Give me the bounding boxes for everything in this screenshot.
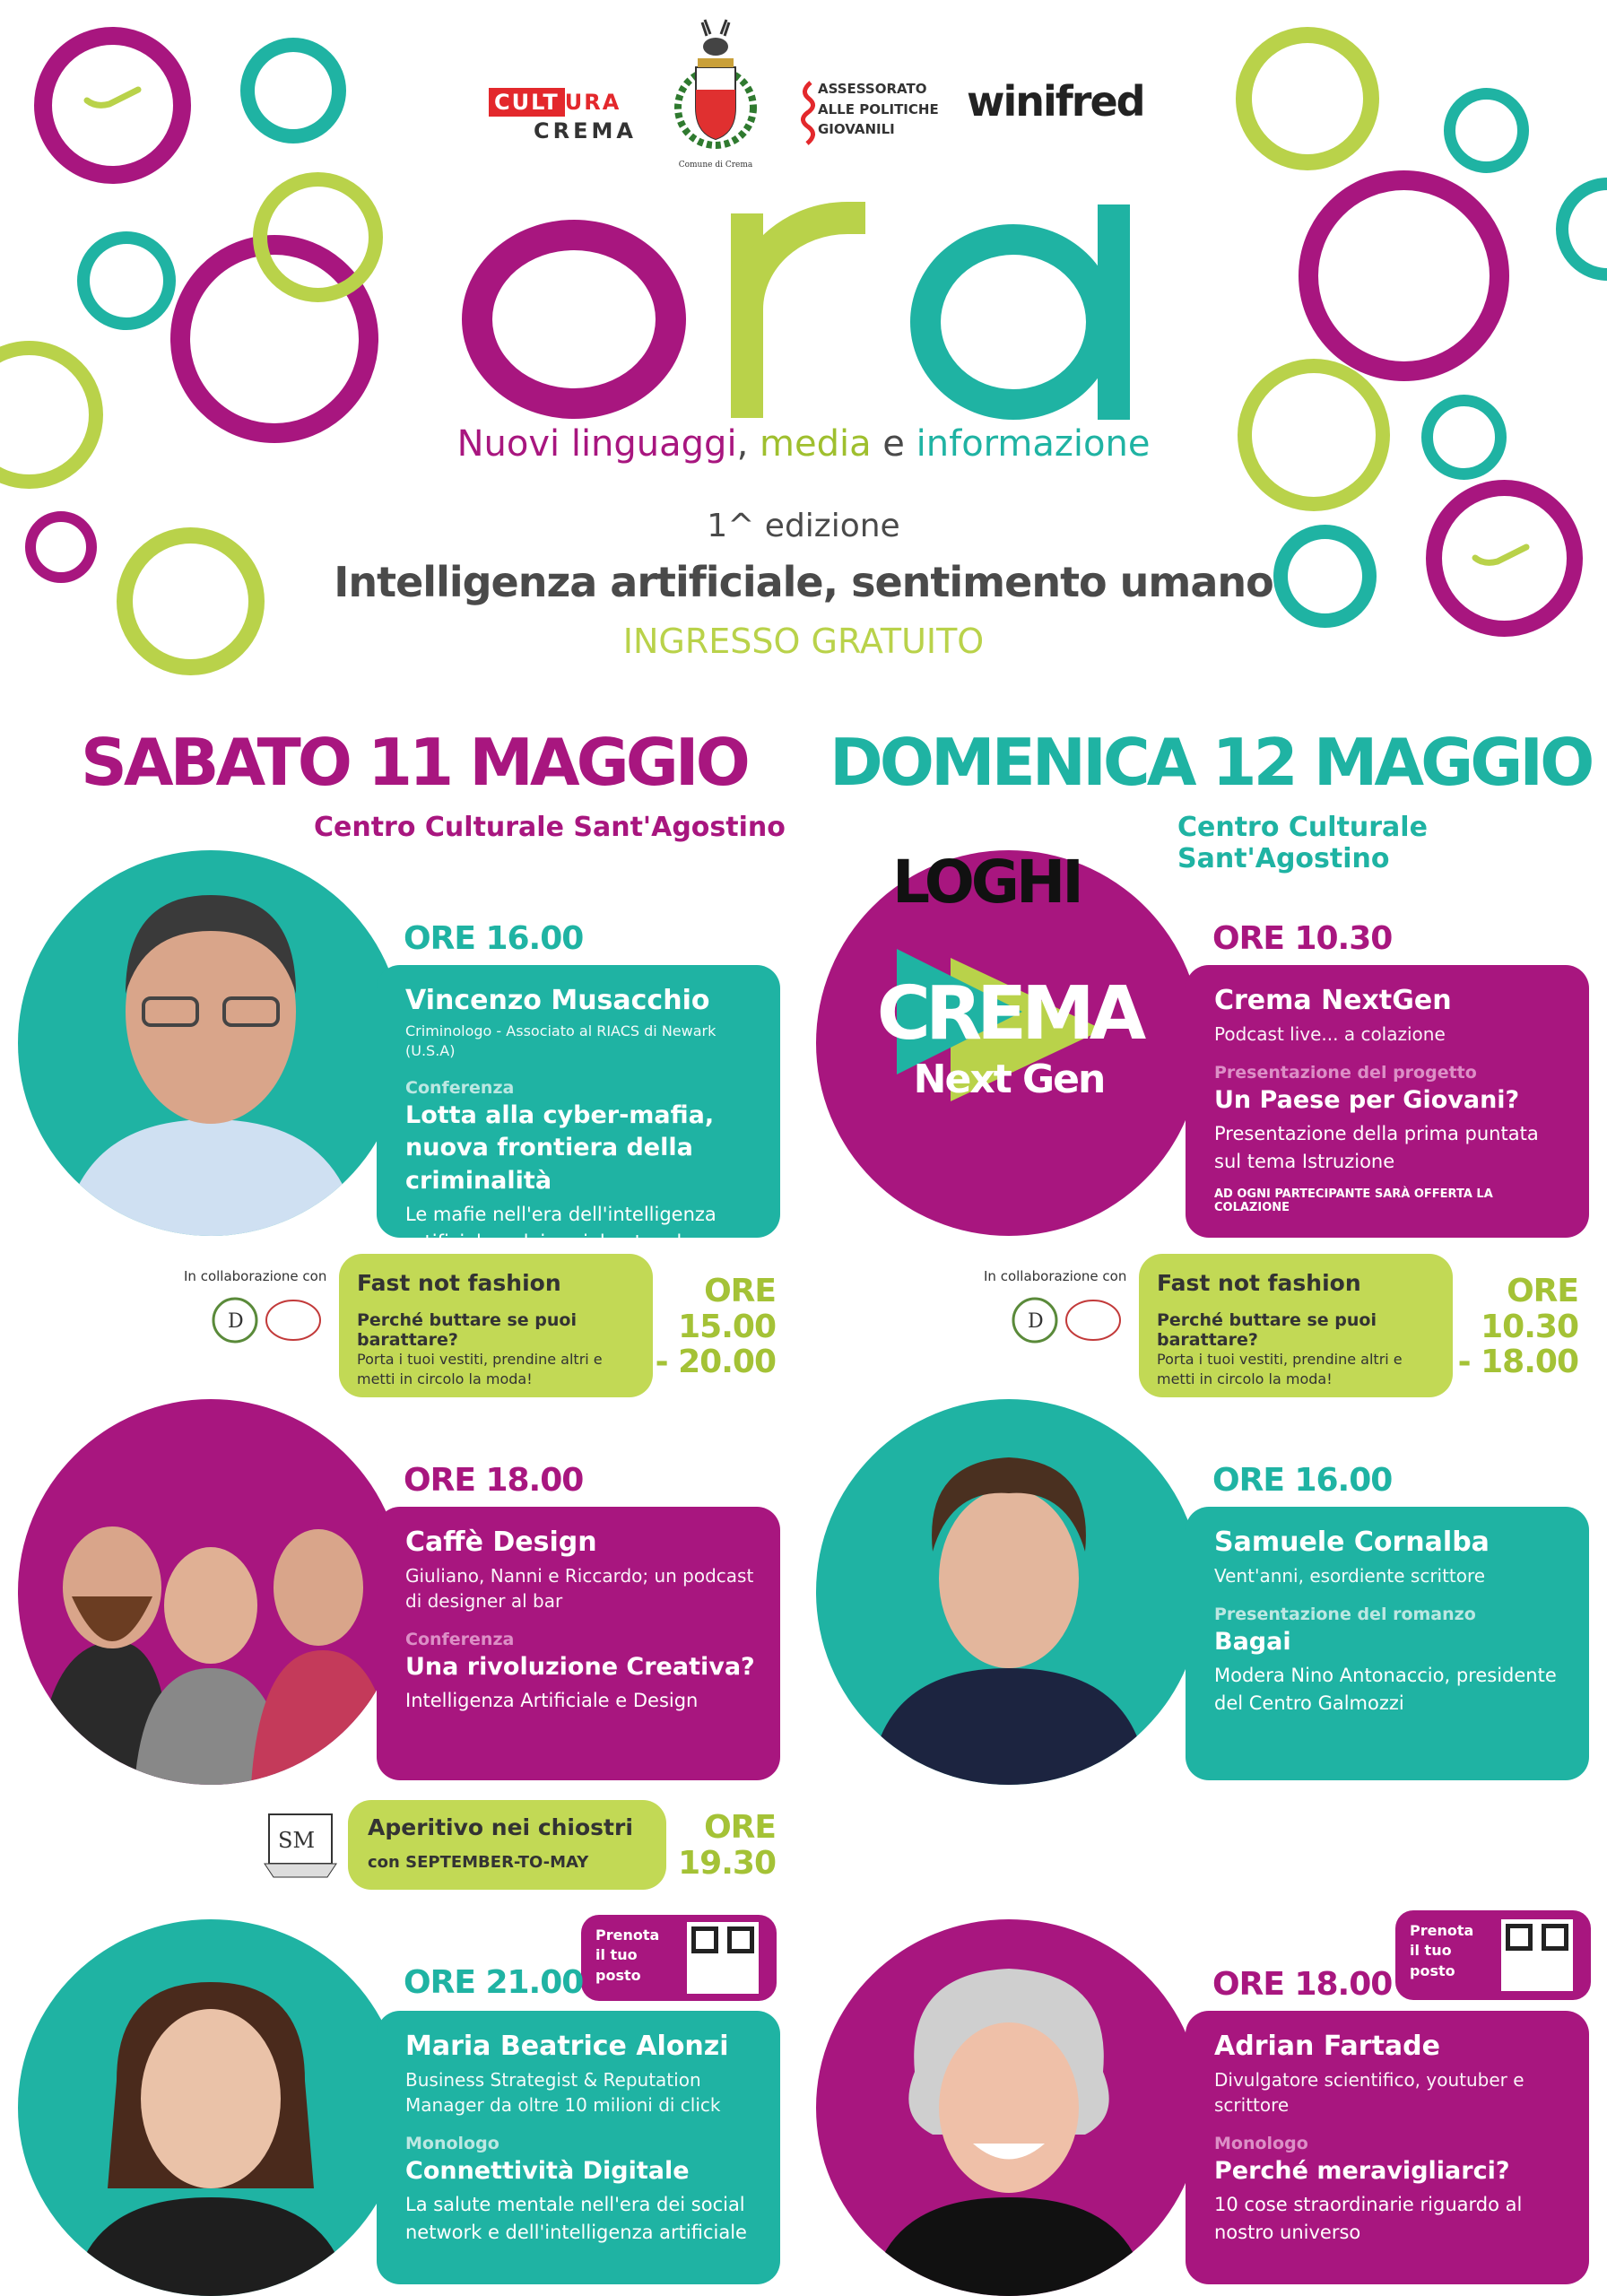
svg-text:D: D [1028,1310,1044,1333]
time-label: ORE 18.00 [1212,1966,1393,2003]
aperitivo-box: Aperitivo nei chiostri con SEPTEMBER-TO-MAY [348,1800,666,1890]
portrait-man-glasses-icon [18,850,404,1236]
booking-box[interactable]: Prenota il tuo posto [581,1915,777,2001]
photo-vincenzo-musacchio [18,850,404,1236]
event-card-alonzi: Maria Beatrice Alonzi Business Strategist & Reputation Manager da oltre 10 milioni di click Monologo Connettività Digitale La salute mentale nell'era dei social network e dell'intelligenza artificiale [377,2011,780,2284]
sunday-heading: DOMENICA 12 MAGGIO [830,725,1592,800]
partner-logos-icon [1008,1288,1125,1352]
winifred-logo: winifred [967,77,1144,126]
portrait-woman-icon [18,1919,404,2296]
comune-di-crema-logo: Comune di Crema [671,18,760,170]
portrait-young-man-icon [816,1399,1202,1785]
photo-maria-beatrice-alonzi [18,1919,404,2296]
letter-a-stem [1098,204,1130,420]
assessorato-logo: ASSESSORATO ALLE POLITICHE GIOVANILI [798,79,939,140]
aperitivo-time: ORE 19.30 [678,1809,776,1882]
collab-label: In collaborazione con [184,1268,327,1284]
time-label: ORE 10.30 [1212,920,1393,957]
qr-code-icon[interactable] [1501,1919,1573,1991]
time-label: ORE 16.00 [1212,1462,1393,1499]
event-card-caffe-design: Caffè Design Giuliano, Nanni e Riccardo; un podcast di designer al bar Conferenza Una rivoluzione Creativa? Intelligenza Artificiale e Design [377,1507,780,1780]
loghi-label: LOGHI [892,848,1081,917]
free-entry: INGRESSO GRATUITO [622,622,985,661]
coat-of-arms-icon [671,18,760,157]
september-to-may-logo-icon [260,1801,341,1882]
portrait-man-smiling-icon [816,1919,1202,2296]
saturday-heading: SABATO 11 MAGGIO [81,725,747,800]
fast-not-fashion-box: Fast not fashion Perché buttare se puoi barattare? Porta i tuoi vestiti, prendine altri e metti in circolo la moda! [1139,1254,1453,1397]
partner-logos-icon [208,1288,325,1352]
time-label: ORE 21.00 [404,1964,584,2001]
time-label: ORE 18.00 [404,1462,584,1499]
sunday-venue: Centro Culturale Sant'Agostino [1177,812,1428,874]
saturday-venue: Centro Culturale Sant'Agostino [314,812,786,843]
photo-samuele-cornalba [816,1399,1202,1785]
letter-o-shape [462,220,686,419]
event-card-cornalba: Samuele Cornalba Vent'anni, esordiente scrittore Presentazione del romanzo Bagai Modera Nino Antonaccio, presidente del Centro Galmozzi [1186,1507,1589,1780]
fashion-time: ORE 10.30 - 18.00 [1457,1273,1578,1381]
collab-label: In collaborazione con [984,1268,1127,1284]
photo-adrian-fartade [816,1919,1202,2296]
check-icon [83,81,145,117]
subtitle: Nuovi linguaggi, media e informazione [456,423,1151,465]
crema-nextgen-logo-circle: CREMA Next Gen [816,850,1202,1236]
svg-text:D: D [228,1310,244,1333]
event-card-musacchio: Vincenzo Musacchio Criminologo - Associato al RIACS di Newark (U.S.A) Conferenza Lotta alla cyber-mafia, nuova frontiera della criminalità Le mafie nell'era dell'intelligenza artificiale e dei social network [377,965,780,1238]
fast-not-fashion-box: Fast not fashion Perché buttare se puoi barattare? Porta i tuoi vestiti, prendine altri e metti in circolo la moda! [339,1254,653,1397]
fashion-time: ORE 15.00 - 20.00 [655,1273,776,1381]
edition: 1^ edizione [707,508,900,544]
portrait-three-men-icon [18,1399,404,1785]
event-card-crema-nextgen: Crema NextGen Podcast live... a colazione Presentazione del progetto Un Paese per Giovani? Presentazione della prima puntata sul tema Istruzione AD OGNI PARTECIPANTE SARÀ OFFERTA LA COLAZIONE [1186,965,1589,1238]
cultura-crema-logo: CULT URA CREMA [489,90,637,144]
qr-code-icon[interactable] [687,1922,759,1994]
photo-caffe-design [18,1399,404,1785]
theme: Intelligenza artificiale, sentimento umano [334,558,1273,606]
svg-text:SM: SM [278,1828,316,1853]
booking-box[interactable]: Prenota il tuo posto [1395,1910,1591,2000]
time-label: ORE 16.00 [404,920,584,957]
event-card-fartade: Adrian Fartade Divulgatore scientifico, youtuber e scrittore Monologo Perché meravigliarci? 10 cose straordinarie riguardo al nostro universo [1186,2011,1589,2284]
letter-a-bowl [910,224,1116,420]
squiggle-icon [798,81,818,145]
